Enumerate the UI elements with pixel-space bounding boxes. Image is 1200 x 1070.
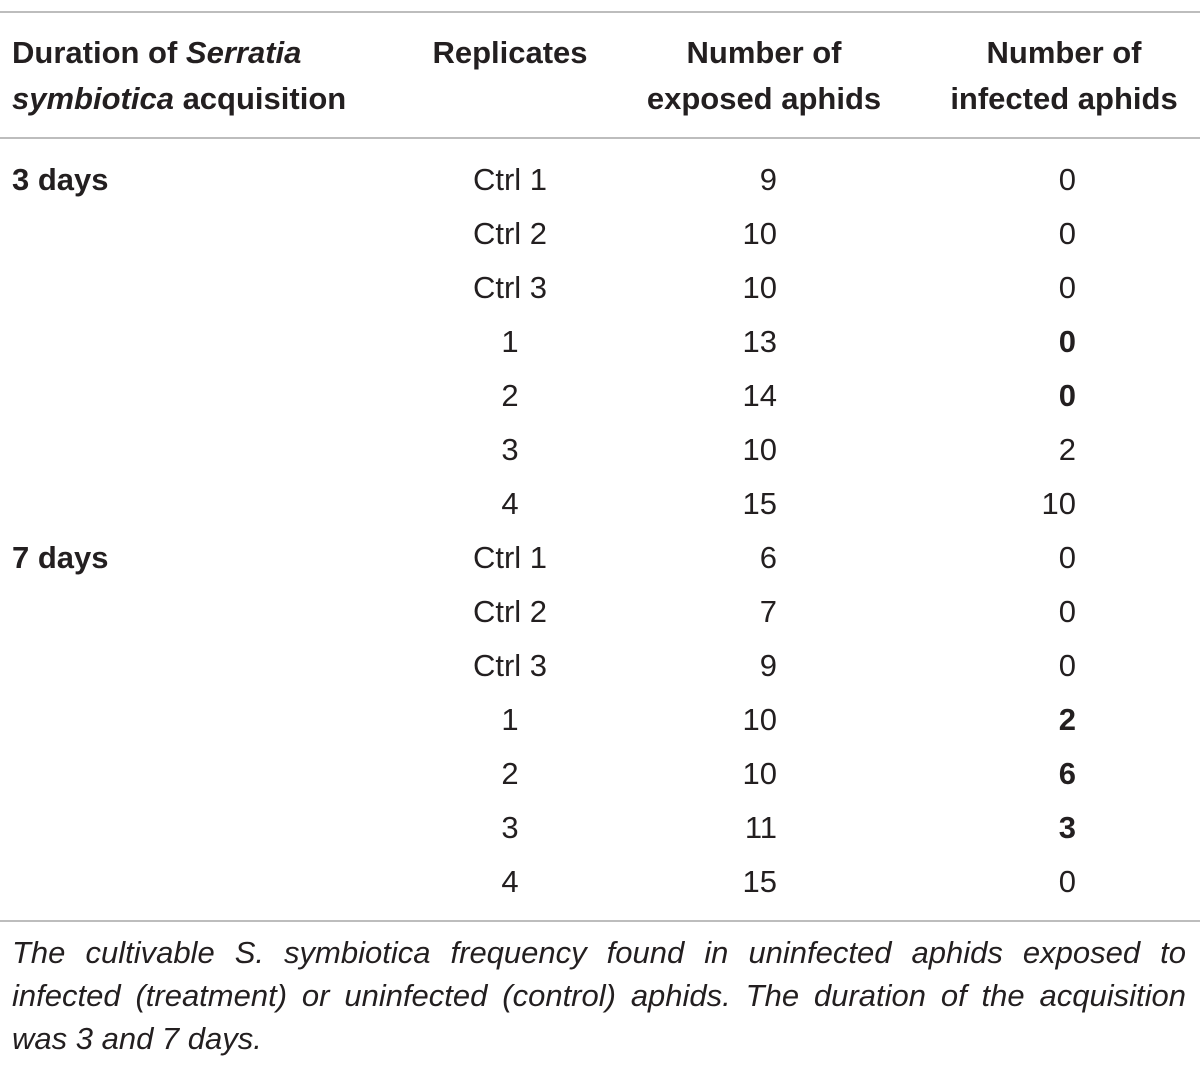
cell-infected: 2 [1058, 432, 1076, 467]
cell-infected: 2 [1058, 702, 1076, 737]
cell-infected: 3 [1058, 810, 1076, 845]
header-duration-italic-1: Serratia [185, 35, 302, 70]
cell-infected: 6 [1058, 756, 1076, 791]
table-body [0, 153, 1200, 909]
cell-duration: 3 days [12, 162, 109, 197]
table-row [0, 585, 1200, 639]
cell-replicate: Ctrl 2 [472, 594, 548, 629]
table-row [0, 207, 1200, 261]
table-row [0, 423, 1200, 477]
cell-exposed: 6 [759, 540, 777, 575]
table-row [0, 801, 1200, 855]
header-infected [930, 30, 1198, 122]
header-duration-text-2: acquisition [173, 81, 347, 116]
cell-replicate: 3 [501, 432, 519, 467]
header-bottom-rule [0, 137, 1200, 139]
table-row [0, 477, 1200, 531]
header-exposed-line2: exposed aphids [646, 81, 882, 116]
cell-exposed: 13 [742, 324, 777, 359]
table-row [0, 315, 1200, 369]
cell-exposed: 14 [742, 378, 777, 413]
cell-exposed: 15 [742, 486, 777, 521]
cell-replicate: Ctrl 1 [472, 162, 548, 197]
header-infected-line1: Number of [986, 35, 1142, 70]
header-duration [12, 30, 412, 122]
cell-infected: 0 [1058, 270, 1076, 305]
cell-infected: 0 [1058, 648, 1076, 683]
table-row [0, 855, 1200, 909]
cell-exposed: 11 [744, 810, 777, 845]
cell-replicate: 1 [501, 702, 519, 737]
table-caption: The cultivable S. symbiotica frequency found in uninfected aphids exposed to infected (treatment) or uninfected (control) aphids. The duration of the acquisition was 3 and 7 days. [12, 935, 1186, 1056]
cell-infected: 0 [1058, 378, 1076, 413]
cell-infected: 10 [1041, 486, 1076, 521]
cell-replicate: Ctrl 1 [472, 540, 548, 575]
cell-exposed: 10 [742, 702, 777, 737]
cell-replicate: 2 [501, 378, 519, 413]
cell-replicate: 2 [501, 756, 519, 791]
cell-replicate: 3 [501, 810, 519, 845]
table-bottom-rule [0, 920, 1200, 922]
cell-infected: 0 [1058, 162, 1076, 197]
table-row [0, 261, 1200, 315]
header-replicates [410, 30, 610, 76]
cell-infected: 0 [1058, 540, 1076, 575]
cell-exposed: 9 [759, 162, 777, 197]
table-row [0, 369, 1200, 423]
cell-exposed: 9 [759, 648, 777, 683]
table-row [0, 747, 1200, 801]
header-duration-italic-2: symbiotica [12, 81, 174, 116]
table-row [0, 153, 1200, 207]
header-infected-line2: infected aphids [950, 81, 1178, 116]
table-row [0, 531, 1200, 585]
table-row [0, 639, 1200, 693]
cell-replicate: 1 [501, 324, 519, 359]
cell-infected: 0 [1058, 864, 1076, 899]
cell-exposed: 7 [759, 594, 777, 629]
cell-duration: 7 days [12, 540, 109, 575]
cell-replicate: 4 [501, 486, 519, 521]
cell-replicate: 4 [501, 864, 519, 899]
cell-infected: 0 [1058, 324, 1076, 359]
cell-infected: 0 [1058, 594, 1076, 629]
cell-replicate: Ctrl 3 [472, 270, 548, 305]
cell-replicate: Ctrl 2 [472, 216, 548, 251]
table-top-rule [0, 11, 1200, 13]
table-row [0, 693, 1200, 747]
cell-exposed: 10 [742, 270, 777, 305]
header-duration-text-1: Duration of [12, 35, 186, 70]
header-exposed-line1: Number of [686, 35, 842, 70]
header-replicates-text: Replicates [432, 35, 588, 70]
header-exposed [624, 30, 904, 122]
cell-exposed: 10 [742, 756, 777, 791]
cell-infected: 0 [1058, 216, 1076, 251]
cell-exposed: 10 [742, 432, 777, 467]
cell-exposed: 15 [742, 864, 777, 899]
cell-exposed: 10 [742, 216, 777, 251]
cell-replicate: Ctrl 3 [472, 648, 548, 683]
